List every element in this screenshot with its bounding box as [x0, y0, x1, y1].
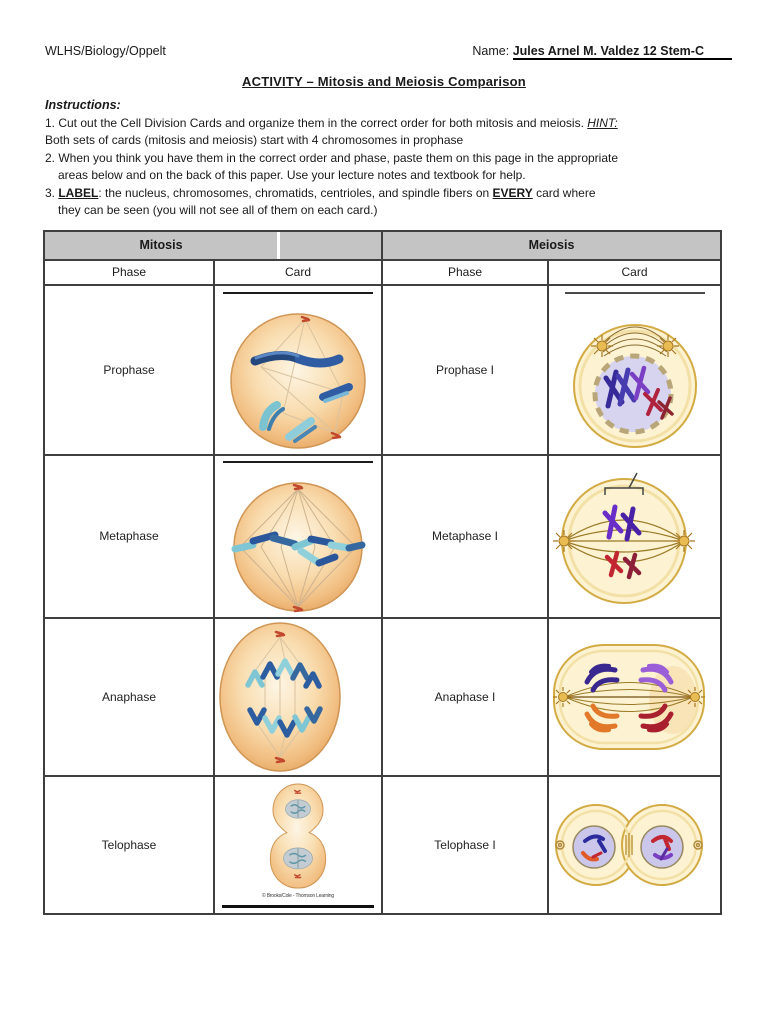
- course-label: WLHS/Biology/Oppelt: [45, 44, 166, 58]
- name-label: Name:: [472, 44, 510, 58]
- mitosis-group-header: Mitosis: [44, 231, 382, 260]
- page-header: [0, 0, 768, 58]
- instruction-step-1: 1. Cut out the Cell Division Cards and organize them in the correct order for both mitosis and meiosis. HINT:: [45, 115, 618, 130]
- table-row: [44, 618, 721, 776]
- meiosis-group-header: Meiosis: [382, 231, 721, 260]
- instructions-heading: Instructions:: [45, 98, 121, 112]
- meiosis-telophase1-label: Telophase I: [382, 776, 548, 914]
- table-row: [44, 776, 721, 914]
- instruction-step-3: 3. LABEL: the nucleus, chromosomes, chromatids, centrioles, and spindle fibers on EVERY card where: [45, 185, 596, 200]
- meiosis-anaphase1-card: [548, 618, 721, 776]
- meiosis-anaphase1-illustration: [549, 638, 709, 756]
- column-header-phase-mitosis: Phase: [44, 260, 214, 285]
- mitosis-metaphase-illustration: [223, 475, 373, 615]
- column-header-row: [44, 260, 721, 285]
- every-keyword: EVERY: [492, 185, 533, 200]
- hint-text: HINT:: [587, 115, 618, 130]
- instruction-step-2-cont: areas below and on the back of this paper. Use your lecture notes and textbook for help.: [58, 168, 526, 182]
- mitosis-prophase-illustration: [223, 306, 373, 452]
- instructions-block: [45, 97, 728, 220]
- meiosis-prophase1-label: Prophase I: [382, 285, 548, 455]
- mitosis-telophase-label: Telophase: [44, 776, 214, 914]
- meiosis-metaphase1-card: [548, 455, 721, 618]
- meiosis-prophase1-card: [548, 285, 721, 455]
- meiosis-telophase1-illustration: [549, 795, 709, 895]
- instruction-step-1-cont: Both sets of cards (mitosis and meiosis) start with 4 chromosomes in prophase: [45, 133, 464, 147]
- card-cut-line: [223, 292, 373, 294]
- mitosis-prophase-label: Prophase: [44, 285, 214, 455]
- mitosis-metaphase-card: [214, 455, 382, 618]
- column-header-card-meiosis: Card: [548, 260, 721, 285]
- mitosis-prophase-card: [214, 285, 382, 455]
- card-caption: © Brooks/Cole - Thomson Learning: [262, 892, 334, 899]
- column-header-card-mitosis: Card: [214, 260, 382, 285]
- table-row: [44, 285, 721, 455]
- page-title: ACTIVITY – Mitosis and Meiosis Comparison: [242, 74, 526, 89]
- header-split-line: [277, 232, 280, 259]
- meiosis-prophase1-illustration: [560, 306, 710, 452]
- mitosis-telophase-illustration: [243, 780, 353, 892]
- column-header-phase-meiosis: Phase: [382, 260, 548, 285]
- meiosis-anaphase1-label: Anaphase I: [382, 618, 548, 776]
- mitosis-anaphase-card: [214, 618, 382, 776]
- meiosis-metaphase1-label: Metaphase I: [382, 455, 548, 618]
- group-header-row: [44, 231, 721, 260]
- table-row: [44, 455, 721, 618]
- comparison-table: [43, 230, 722, 915]
- instruction-step-3-cont: they can be seen (you will not see all of them on each card.): [58, 203, 378, 217]
- meiosis-metaphase1-illustration: [549, 461, 699, 611]
- name-line: [472, 44, 732, 58]
- mitosis-anaphase-illustration: [215, 619, 345, 775]
- name-value: Jules Arnel M. Valdez 12 Stem-C: [513, 44, 732, 60]
- card-cut-line: [223, 461, 373, 463]
- label-keyword: LABEL: [58, 185, 99, 200]
- instruction-step-2: 2. When you think you have them in the correct order and phase, paste them on this page in the appropriate: [45, 150, 619, 165]
- card-cut-line: [565, 292, 705, 294]
- mitosis-telophase-card: [214, 776, 382, 914]
- card-cut-line: [222, 905, 374, 908]
- meiosis-telophase1-card: [548, 776, 721, 914]
- mitosis-anaphase-label: Anaphase: [44, 618, 214, 776]
- mitosis-metaphase-label: Metaphase: [44, 455, 214, 618]
